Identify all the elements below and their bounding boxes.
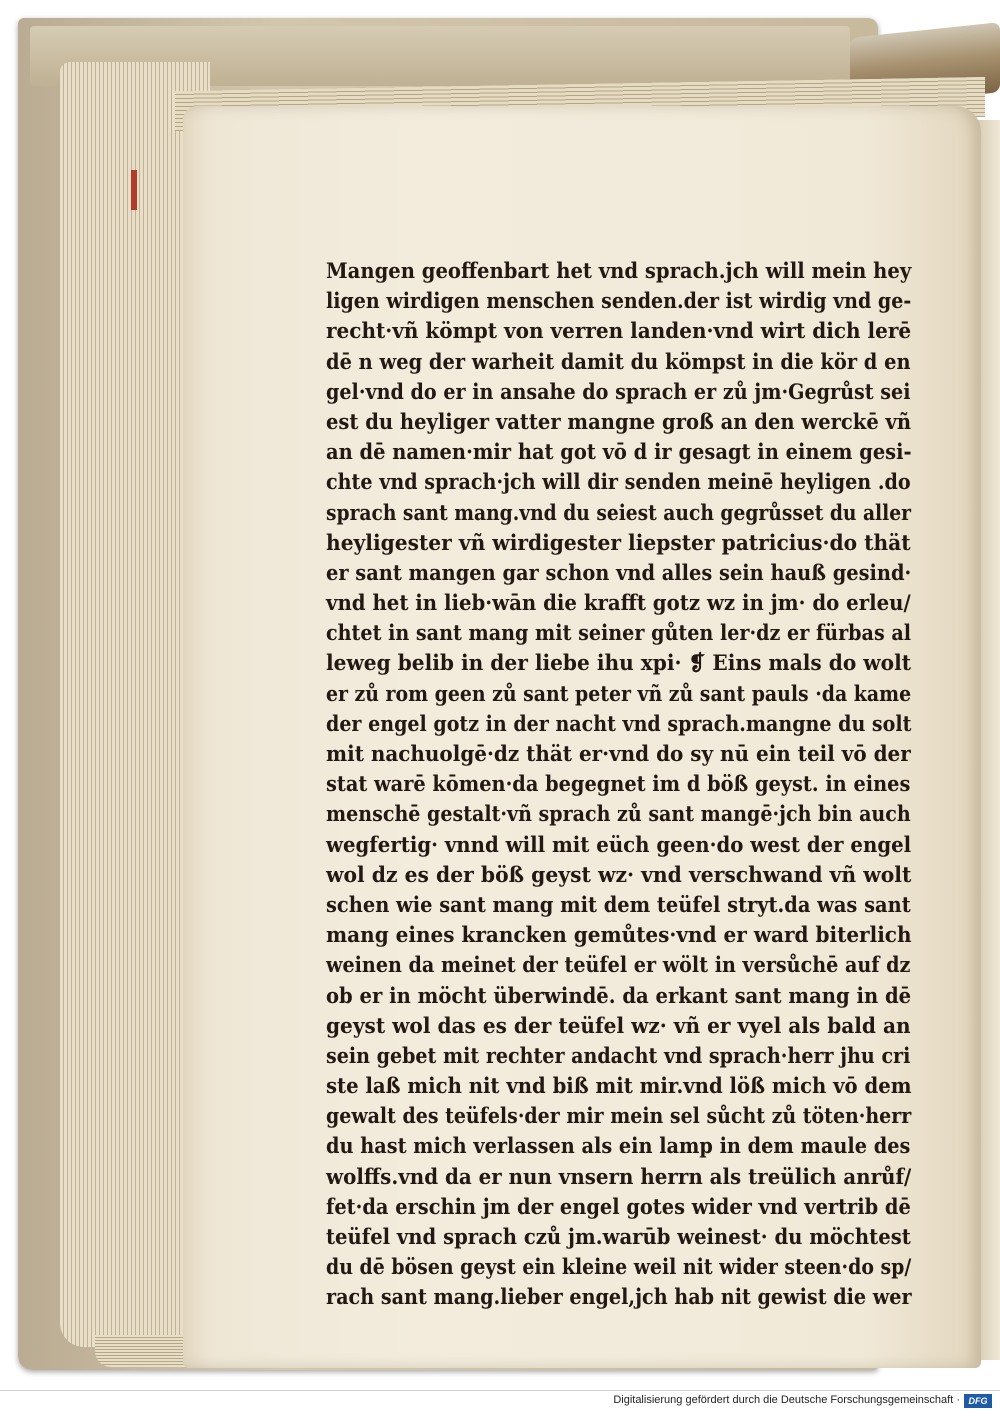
text-line: dē n weg der warheit damit du kömpst in die kör d en: [326, 348, 911, 374]
text-line: du hast mich verlassen als ein lamp in dem maule des: [326, 1133, 911, 1159]
funding-credit: Digitalisierung gefördert durch die Deutsche Forschungsgemeinschaft ·: [613, 1394, 960, 1406]
text-line: geyst wol das es der teüfel wz· vñ er vyel als bald an: [326, 1012, 911, 1038]
text-line: ligen wirdigen menschen senden.der ist wirdig vnd ge-: [326, 288, 912, 314]
text-line: ste laß mich nit vnd biß mit mir.vnd löß mich vō dem: [326, 1073, 912, 1099]
text-line: mang eines krancken gemůtes·vnd er ward biterlich: [326, 922, 912, 948]
text-line: vnd het in lieb·wān die krafft gotz wz in jm· do erleu/: [326, 590, 911, 616]
text-line: weinen da meinet der teüfel er wölt in versůchē auf dz: [326, 952, 911, 978]
text-line: mit nachuolgē·dz thät er·vnd do sy nū ein teil vō der: [326, 741, 911, 766]
text-line: ob er in möcht überwindē. da erkant sant mang in dē: [326, 982, 912, 1008]
text-line: wolffs.vnd da er nun vnsern herrn als treülich anrůf/: [326, 1163, 912, 1189]
text-line: sprach sant mang.vnd du seiest auch gegrůsset du aller: [326, 499, 911, 525]
text-line: an dē namen·mir hat got vō d ir gesagt in einem gesi-: [326, 439, 912, 465]
text-line: teüfel vnd sprach czů jm.warūb weinest· du möchtest: [326, 1224, 911, 1249]
text-line: leweg belib in der liebe ihu xpi· ❡ Eins mals do wolt: [326, 650, 912, 676]
text-line: sein gebet mit rechter andacht vnd sprach·herr jhu cri: [326, 1042, 911, 1068]
text-line: heyligester vñ wirdigester liepster patricius·do thät: [326, 529, 911, 555]
text-line: chtet in sant mang mit seiner gůten ler·dz er fürbas al: [326, 620, 912, 646]
text-line: gel·vnd do er in ansahe do sprach er zů jm·Gegrůst sei: [326, 378, 911, 404]
text-line: Mangen geoffenbart het vnd sprach.jch will mein hey: [326, 258, 912, 283]
page-text-block: [326, 256, 911, 1313]
text-line: menschē gestalt·vñ sprach zů sant mangē·jch bin auch: [326, 801, 911, 827]
text-line: wol dz es der böß geyst wz· vnd verschwand vñ wolt: [326, 861, 912, 887]
text-line: der engel gotz in der nacht vnd sprach.mangne du solt: [326, 710, 912, 736]
text-line: fet·da erschin jm der engel gotes wider vnd vertrib dē: [326, 1193, 911, 1219]
text-line: rach sant mang.lieber engel,jch hab nit gewist die wer: [326, 1284, 912, 1310]
text-line: wegfertig· vnnd will mit eüch geen·do west der engel: [326, 831, 912, 857]
text-line: est du heyliger vatter mangne groß an den werckē vñ: [326, 408, 912, 434]
text-line: recht·vñ kömpt von verren landen·vnd wirt dich lerē: [326, 318, 912, 344]
text-line: schen wie sant mang mit dem teüfel stryt.da was sant: [326, 891, 911, 917]
dfg-logo: DFG: [964, 1394, 992, 1408]
text-line: stat warē kōmen·da begegnet im d böß geyst. in eines: [326, 771, 911, 797]
red-page-marker: [131, 170, 137, 210]
text-line: er sant mangen gar schon vnd alles sein hauß gesind·: [326, 559, 912, 585]
text-line: chte vnd sprach·jch will dir senden meinē heyligen .do: [326, 469, 911, 495]
footer-bar: [0, 1390, 1000, 1412]
text-line: gewalt des teüfels·der mir mein sel sůcht zů töten·herr: [326, 1103, 912, 1129]
text-line: du dē bösen geyst ein kleine weil nit wider steen·do sp/: [326, 1254, 912, 1280]
text-line: er zů rom geen zů sant peter vñ zů sant pauls ·da kame: [326, 680, 912, 706]
